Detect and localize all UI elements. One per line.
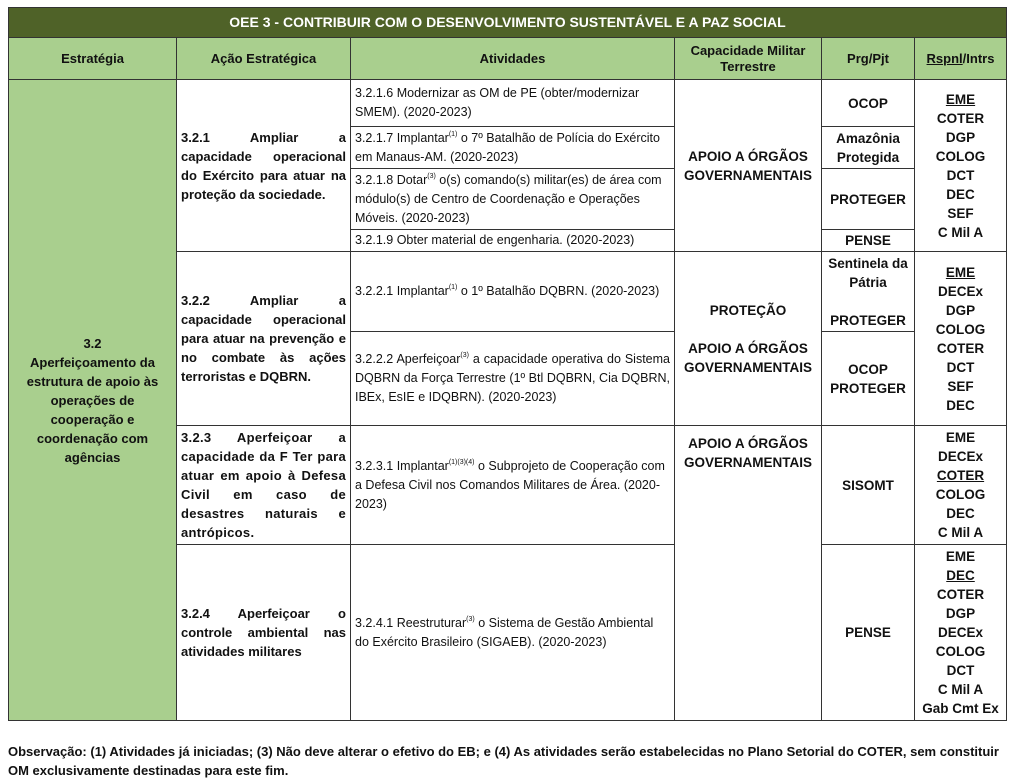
resp-item: COTER: [936, 468, 985, 483]
atividade-3-2-1-9: 3.2.1.9 Obter material de engenharia. (2020-2023): [351, 230, 675, 252]
atividade-3-2-1-6: 3.2.1.6 Modernizar as OM de PE (obter/modernizar SMEM). (2020-2023): [351, 80, 675, 127]
atividade-text: 3.2.2.1 Implantar: [355, 284, 449, 298]
prg-amazonia: Amazônia Protegida: [822, 127, 915, 169]
strategy-number: 3.2: [83, 335, 102, 351]
prg-sentinela-proteger: [822, 252, 915, 332]
oee3-table-wrapper: [8, 7, 1007, 721]
header-acao: Ação Estratégica: [177, 38, 351, 80]
observation-line-1: Observação: (1) Atividades já iniciadas; (3) Não deve alterar o efetivo do EB; e (4) As atividades serão estabelecidas no Plano Setorial do COTER, sem constituir: [8, 744, 999, 759]
footnote-ref: (3): [460, 352, 469, 359]
prg-ocop: OCOP: [822, 80, 915, 127]
acao-3-2-3: 3.2.3 Aperfeiçoar a capacidade da F Ter para atuar em apoio à Defesa Civil em caso de desastres naturais e antrópicos.: [177, 426, 351, 545]
prg-ocop: OCOP: [848, 361, 888, 377]
atividade-3-2-4-1: [351, 545, 675, 721]
resp-item: COLOG: [935, 321, 986, 337]
prg-proteger: PROTEGER: [830, 312, 906, 328]
prg-sisomt: SISOMT: [822, 426, 915, 545]
resp-item: COLOG: [935, 487, 986, 502]
resp-3-2-2: [915, 252, 1007, 426]
header-estrategia: Estratégia: [9, 38, 177, 80]
resp-item: Gab Cmt Ex: [922, 701, 999, 716]
resp-item: SEF: [947, 378, 974, 394]
resp-item: DGP: [945, 129, 976, 145]
header-resp-rspnl: Rspnl: [926, 50, 963, 66]
capacidade-3-2-1: APOIO A ÓRGÃOS GOVERNAMENTAIS: [675, 80, 822, 252]
resp-item: COLOG: [935, 148, 986, 164]
table-title: OEE 3 - CONTRIBUIR COM O DESENVOLVIMENTO SUSTENTÁVEL E A PAZ SOCIAL: [9, 8, 1007, 38]
resp-item: DGP: [945, 606, 976, 621]
header-resp-sep: /: [962, 50, 967, 66]
resp-item: EME: [945, 430, 976, 445]
resp-item: DECEx: [938, 625, 984, 640]
resp-item: SEF: [947, 205, 974, 221]
prg-sentinela: Sentinela da Pátria: [828, 255, 908, 290]
resp-item: DEC: [946, 186, 975, 202]
atividade-text: o Sistema de Gestão Ambiental do Exército Brasileiro (SIGAEB). (2020-2023): [355, 615, 654, 649]
resp-item: EME: [945, 264, 976, 280]
atividade-text: 3.2.1.8 Dotar: [355, 172, 428, 187]
atividade-3-2-3-1: [351, 426, 675, 545]
atividade-3-2-2-2: [351, 332, 675, 426]
oee3-table: [8, 7, 1007, 721]
observation-note: [8, 742, 1016, 780]
acao-3-2-4: 3.2.4 Aperfeiçoar o controle ambiental nas atividades militares: [177, 545, 351, 721]
atividade-text: o 1º Batalhão DQBRN. (2020-2023): [457, 284, 660, 298]
resp-3-2-3: [915, 426, 1007, 545]
capacidade-protecao: PROTEÇÃO: [709, 302, 787, 318]
atividade-text: 3.2.2.2 Aperfeiçoar: [355, 352, 461, 366]
header-capacidade: Capacidade Militar Terrestre: [675, 38, 822, 80]
resp-item: DEC: [946, 506, 975, 521]
capacidade-3-2-2: [675, 252, 822, 426]
strategy-text: Aperfeiçoamento da estrutura de apoio às operações de cooperação e coordenação com agências: [26, 354, 159, 465]
atividade-text: o Subprojeto de Cooperação com a Defesa Civil nos Comandos Militares de Área. (2020-2023): [355, 458, 665, 511]
strategy-cell: [9, 80, 177, 721]
capacidade-3-2-3-4: APOIO A ÓRGÃOS GOVERNAMENTAIS: [675, 426, 822, 721]
resp-item: C Mil A: [937, 525, 984, 540]
atividade-text: o(s) comando(s) militar(es) de área com módulo(s) de Centro de Coordenação e Operações Móveis. (2020-2023): [355, 172, 662, 225]
atividade-text: 3.2.4.1 Reestruturar: [355, 615, 467, 630]
atividade-text: o 7º Batalhão de Polícia do Exército em Manaus-AM. (2020-2023): [355, 130, 660, 164]
resp-item: DEC: [946, 397, 975, 413]
resp-item: COTER: [936, 587, 985, 602]
resp-item: EME: [945, 549, 976, 564]
atividade-text: 3.2.3.1 Implantar: [355, 458, 449, 473]
resp-item: DCT: [946, 167, 975, 183]
resp-item: EME: [945, 91, 976, 107]
acao-3-2-1: 3.2.1 Ampliar a capacidade operacional do Exército para atuar na proteção da sociedade.: [177, 80, 351, 252]
resp-item: C Mil A: [937, 224, 984, 240]
capacidade-apoio: APOIO A ÓRGÃOS GOVERNAMENTAIS: [683, 340, 812, 375]
resp-item: COTER: [936, 340, 985, 356]
resp-3-2-1: [915, 80, 1007, 252]
observation-line-2: OM exclusivamente destinadas para este fim.: [8, 763, 289, 778]
footnote-ref: (1): [448, 130, 458, 138]
header-resp-intrs: Intrs: [966, 50, 995, 66]
prg-pense: PENSE: [822, 545, 915, 721]
prg-proteger: PROTEGER: [830, 380, 906, 396]
atividade-3-2-1-7: [351, 127, 675, 169]
atividade-text: 3.2.1.7 Implantar: [355, 130, 449, 145]
prg-pense: PENSE: [822, 230, 915, 252]
atividade-3-2-1-8: [351, 169, 675, 230]
prg-proteger: PROTEGER: [822, 169, 915, 230]
footnote-ref: (1)(3)(4): [448, 458, 475, 466]
acao-3-2-2: 3.2.2 Ampliar a capacidade operacional para atuar na prevenção e no combate às ações terroristas e DQBRN.: [177, 252, 351, 426]
resp-item: C Mil A: [937, 682, 984, 697]
resp-item: DECEx: [938, 449, 984, 464]
header-atividades: Atividades: [351, 38, 675, 80]
resp-item: DEC: [946, 568, 975, 583]
header-resp: [915, 38, 1007, 80]
footnote-ref: (1): [448, 284, 458, 291]
resp-item: DGP: [945, 302, 976, 318]
prg-ocop-proteger: [822, 332, 915, 426]
atividade-3-2-2-1: [351, 252, 675, 332]
resp-item: COTER: [936, 110, 985, 126]
resp-item: COLOG: [935, 644, 986, 659]
resp-item: DCT: [946, 663, 975, 678]
header-row: [9, 38, 1007, 80]
resp-item: DECEx: [938, 283, 984, 299]
footnote-ref: (3): [427, 172, 436, 180]
resp-3-2-4: [915, 545, 1007, 721]
atividade-text: a capacidade operativa do Sistema DQBRN da Força Terrestre (1º Btl DQBRN, Cia DQBRN, IBEx, EsIE e IDQBRN). (2020-2023): [355, 352, 670, 404]
footnote-ref: (3): [466, 615, 475, 623]
header-prg: Prg/Pjt: [822, 38, 915, 80]
resp-item: DCT: [946, 359, 975, 375]
